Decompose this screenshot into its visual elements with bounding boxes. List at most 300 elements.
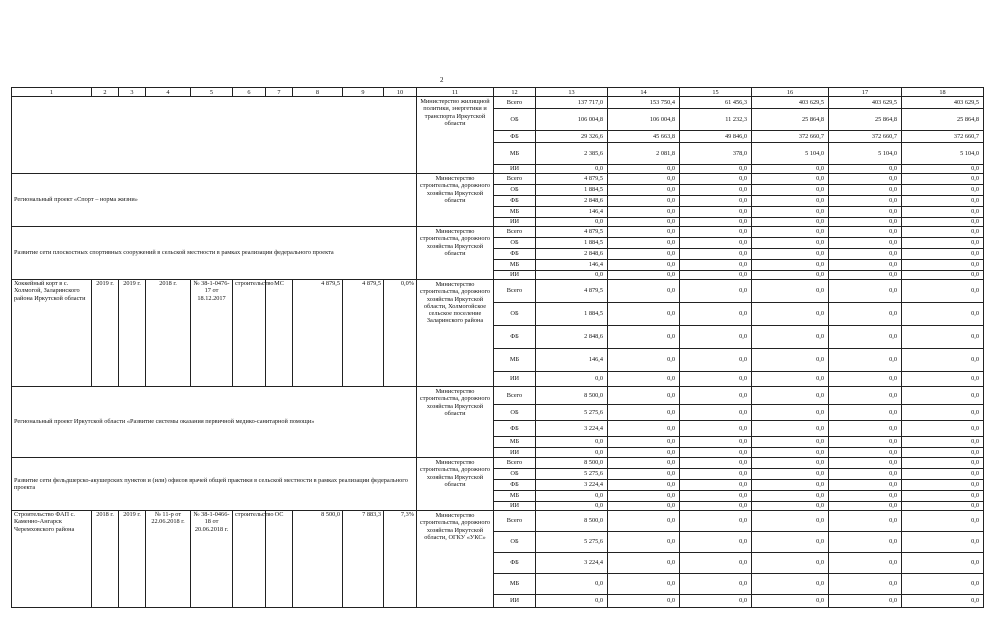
amount-cell: 106 004,8 [608,109,680,131]
amount-cell: 2 385,6 [536,143,608,165]
amount-cell: 0,0 [752,511,829,532]
amount-cell: 8 500,0 [536,511,608,532]
amount-cell: 0,0 [829,491,902,502]
amount-cell: 1 884,5 [536,185,608,196]
amount-cell: 0,0 [902,349,984,372]
amount-cell: 0,0 [608,196,680,207]
amount-cell: 0,0 [829,174,902,185]
amount-cell: 0,0 [902,405,984,421]
section-title [12,97,417,174]
amount-cell: 0,0 [752,458,829,469]
funding-source: МБ [494,491,536,502]
amount-cell: 0,0 [902,574,984,595]
amount-cell: 403 629,5 [902,97,984,109]
funding-source: ФБ [494,553,536,574]
amount-cell: 0,0 [752,491,829,502]
amount-cell: 0,0 [902,174,984,185]
amount-cell: 0,0 [680,260,752,271]
amount-cell: 0,0 [752,372,829,387]
start-year: 2018 г. [92,511,119,608]
funding-source: ФБ [494,480,536,491]
amount-cell: 146,4 [536,260,608,271]
amount-cell: 0,0 [608,280,680,303]
column-number-header: 6 [233,88,266,97]
amount-cell: 0,0 [752,480,829,491]
amount-cell: 4 879,5 [536,227,608,238]
amount-cell: 0,0 [752,595,829,608]
amount-cell: 0,0 [536,165,608,174]
amount-cell: 0,0 [608,218,680,227]
funding-source: ОБ [494,303,536,326]
funding-source: ИИ [494,595,536,608]
amount-cell: 0,0 [752,421,829,437]
amount-cell: 0,0 [680,238,752,249]
amount-cell: 0,0 [608,480,680,491]
amount-cell: 0,0 [752,207,829,218]
amount-cell: 0,0 [680,574,752,595]
section-title: Развитие сети плоскостных спортивных сооружений в сельской местности в рамках реализации федерального проекта [12,227,417,280]
amount-cell: 0,0 [608,511,680,532]
column-number-header: 16 [752,88,829,97]
amount-cell: 0,0 [608,174,680,185]
amount-cell: 0,0 [608,458,680,469]
amount-cell: 0,0 [680,249,752,260]
amount-cell: 0,0 [752,574,829,595]
amount-cell: 0,0 [680,349,752,372]
amount-cell: 0,0 [680,532,752,553]
amount-cell: 0,0 [829,511,902,532]
funding-source: МБ [494,574,536,595]
amount-cell: 0,0 [752,271,829,280]
column-number-header: 3 [119,88,146,97]
amount-cell: 0,0 [829,448,902,458]
funding-source: МБ [494,143,536,165]
funding-source: Всего [494,227,536,238]
amount-cell: 0,0 [902,260,984,271]
funding-source: Всего [494,97,536,109]
amount-cell: 0,0 [608,595,680,608]
readiness-percent: 7,3% [384,511,417,608]
amount-cell: 0,0 [680,480,752,491]
table-row [12,280,984,303]
funding-source: Всего [494,387,536,405]
amount-cell: 0,0 [680,553,752,574]
amount-cell: 0,0 [752,174,829,185]
amount-cell: 0,0 [902,595,984,608]
amount-cell: 0,0 [608,372,680,387]
amount-cell: 0,0 [608,553,680,574]
amount-cell: 0,0 [608,437,680,448]
column-number-header: 12 [494,88,536,97]
amount-cell: 0,0 [752,238,829,249]
column-number-header: 11 [417,88,494,97]
amount-cell: 0,0 [680,280,752,303]
amount-cell: 0,0 [608,405,680,421]
amount-cell: 0,0 [752,260,829,271]
amount-cell: 0,0 [608,238,680,249]
amount-cell: 0,0 [680,458,752,469]
amount-cell: 0,0 [829,469,902,480]
amount-cell: 0,0 [752,218,829,227]
column-number-header: 17 [829,88,902,97]
amount-cell: 0,0 [608,260,680,271]
amount-cell: 0,0 [829,421,902,437]
amount-cell: 137 717,0 [536,97,608,109]
funding-source: ФБ [494,196,536,207]
column-number-header: 1 [12,88,92,97]
responsible-ministry: Министерство строительства, дорожного хозяйства Иркутской области [417,174,494,227]
amount-cell: 0,0 [680,421,752,437]
amount-cell: 0,0 [536,574,608,595]
funding-source: ОБ [494,185,536,196]
amount-cell: 5 104,0 [902,143,984,165]
amount-cell: 0,0 [902,207,984,218]
amount-cell: 0,0 [752,303,829,326]
amount-cell: 0,0 [680,207,752,218]
funding-source: ИИ [494,218,536,227]
section-title: Развитие сети фельдшерско-акушерских пунктов и (или) офисов врачей общей практики в сельской местности в рамках реализации федерального проекта [12,458,417,511]
amount-cell: 5 104,0 [752,143,829,165]
responsible-ministry: Министерство жилищной политики, энергетики и транспорта Иркутской области [417,97,494,174]
amount-cell: 0,0 [608,165,680,174]
amount-cell: 0,0 [680,174,752,185]
funding-source: Всего [494,280,536,303]
amount-cell: 0,0 [752,553,829,574]
amount-cell: 0,0 [902,271,984,280]
amount-cell: 0,0 [752,532,829,553]
amount-cell: 0,0 [680,196,752,207]
amount-cell: 0,0 [829,227,902,238]
amount-cell: 0,0 [829,349,902,372]
amount-cell: 0,0 [536,437,608,448]
column-number-header: 2 [92,88,119,97]
column-number-header: 13 [536,88,608,97]
table-row [12,458,984,469]
amount-cell: 0,0 [536,372,608,387]
amount-cell: 0,0 [829,405,902,421]
column-number-header: 18 [902,88,984,97]
amount-cell: 11 232,3 [680,109,752,131]
amount-cell: 0,0 [829,196,902,207]
amount-cell: 0,0 [752,405,829,421]
amount-cell: 0,0 [536,595,608,608]
amount-cell: 0,0 [829,185,902,196]
responsible-ministry: Министерство строительства, дорожного хозяйства Иркутской области [417,227,494,280]
amount-cell: 0,0 [829,574,902,595]
amount-cell: 0,0 [680,502,752,511]
amount-cell: 0,0 [680,227,752,238]
readiness-percent: 0,0% [384,280,417,387]
table-row [12,97,984,109]
funding-source: ОБ [494,109,536,131]
amount-cell: 0,0 [829,532,902,553]
work-type: строительство [233,511,266,608]
expertise-doc: № 38-1-0466-18 от 20.06.2018 г. [191,511,233,608]
funding-source: ФБ [494,421,536,437]
amount-cell: 0,0 [902,437,984,448]
total-cost: 8 500,0 [293,511,343,608]
funding-source: Всего [494,458,536,469]
amount-cell: 153 750,4 [608,97,680,109]
amount-cell: 0,0 [536,491,608,502]
amount-cell: 372 660,7 [752,131,829,143]
amount-cell: 2 848,6 [536,196,608,207]
amount-cell: 8 500,0 [536,387,608,405]
amount-cell: 0,0 [680,271,752,280]
amount-cell: 8 500,0 [536,458,608,469]
amount-cell: 0,0 [829,303,902,326]
amount-cell: 2 848,6 [536,326,608,349]
amount-cell: 0,0 [608,249,680,260]
amount-cell: 0,0 [608,227,680,238]
amount-cell: 0,0 [902,238,984,249]
amount-cell: 0,0 [680,303,752,326]
column-number-header: 5 [191,88,233,97]
amount-cell: 0,0 [536,448,608,458]
amount-cell: 25 864,8 [902,109,984,131]
section-title: Региональный проект Иркутской области «Развитие системы оказания первичной медико-санитарной помощи» [12,387,417,458]
amount-cell: 0,0 [902,458,984,469]
amount-cell: 1 884,5 [536,238,608,249]
amount-cell: 0,0 [902,249,984,260]
amount-cell: 0,0 [902,372,984,387]
amount-cell: 3 224,4 [536,480,608,491]
funding-source: ФБ [494,326,536,349]
work-type: строительство [233,280,266,387]
amount-cell: 0,0 [829,326,902,349]
amount-cell: 61 456,3 [680,97,752,109]
decision-doc: 2018 г. [146,280,191,387]
amount-cell: 0,0 [752,227,829,238]
amount-cell: 0,0 [752,249,829,260]
amount-cell: 0,0 [608,448,680,458]
amount-cell: 5 275,6 [536,469,608,480]
amount-cell: 0,0 [680,326,752,349]
funding-source: МБ [494,207,536,218]
amount-cell: 0,0 [829,387,902,405]
amount-cell: 372 660,7 [829,131,902,143]
amount-cell: 0,0 [680,448,752,458]
expertise-doc: № 38-1-0476-17 от 18.12.2017 [191,280,233,387]
amount-cell: 0,0 [829,437,902,448]
column-number-header: 8 [293,88,343,97]
responsible-ministry: Министерство строительства, дорожного хозяйства Иркутской области, Холмогойское сельское поселение Заларинского района [417,280,494,387]
total-cost: 4 879,5 [293,280,343,387]
amount-cell: 403 629,5 [829,97,902,109]
amount-cell: 0,0 [608,303,680,326]
amount-cell: 0,0 [752,349,829,372]
responsible-ministry: Министерство строительства, дорожного хозяйства Иркутской области, ОГКУ «УКС» [417,511,494,608]
amount-cell: 45 663,8 [608,131,680,143]
amount-cell: 1 884,5 [536,303,608,326]
column-number-header: 7 [266,88,293,97]
page-number: 2 [440,76,444,84]
amount-cell: 0,0 [829,238,902,249]
responsible-ministry: Министерство строительства, дорожного хозяйства Иркутской области [417,458,494,511]
amount-cell: 0,0 [608,574,680,595]
amount-cell: 0,0 [902,185,984,196]
table-row [12,174,984,185]
amount-cell: 4 879,5 [536,174,608,185]
amount-cell: 0,0 [829,480,902,491]
amount-cell: 0,0 [536,218,608,227]
amount-cell: 0,0 [680,218,752,227]
table-body [12,88,984,608]
amount-cell: 0,0 [829,553,902,574]
amount-cell: 372 660,7 [902,131,984,143]
amount-cell: 5 104,0 [829,143,902,165]
amount-cell: 0,0 [608,271,680,280]
column-number-header: 9 [343,88,384,97]
amount-cell: 146,4 [536,349,608,372]
amount-cell: 0,0 [902,448,984,458]
responsible-ministry: Министерство строительства, дорожного хозяйства Иркутской области [417,387,494,458]
amount-cell: 0,0 [608,326,680,349]
funding-source: МБ [494,437,536,448]
amount-cell: 0,0 [536,502,608,511]
amount-cell: 0,0 [608,349,680,372]
amount-cell: 0,0 [902,502,984,511]
amount-cell: 0,0 [608,387,680,405]
object-type: ОС [266,511,293,608]
object-name: Строительство ФАП с. Каменно-Ангарск Черемховского района [12,511,92,608]
funding-source: ФБ [494,131,536,143]
decision-doc: № 11-р от 22.06.2018 г. [146,511,191,608]
amount-cell: 5 275,6 [536,405,608,421]
amount-cell: 2 848,6 [536,249,608,260]
amount-cell: 0,0 [902,480,984,491]
amount-cell: 0,0 [902,387,984,405]
amount-cell: 0,0 [608,207,680,218]
amount-cell: 0,0 [829,260,902,271]
funding-source: МБ [494,349,536,372]
funding-source: ИИ [494,448,536,458]
amount-cell: 0,0 [902,511,984,532]
start-year: 2019 г. [92,280,119,387]
section-title: Региональный проект «Спорт – норма жизни» [12,174,417,227]
amount-cell: 0,0 [752,185,829,196]
amount-cell: 0,0 [752,196,829,207]
amount-cell: 0,0 [829,372,902,387]
amount-cell: 0,0 [752,165,829,174]
amount-cell: 0,0 [752,387,829,405]
amount-cell: 25 864,8 [752,109,829,131]
amount-cell: 25 864,8 [829,109,902,131]
amount-cell: 403 629,5 [752,97,829,109]
amount-cell: 0,0 [608,502,680,511]
table-row [12,511,984,532]
funding-source: МБ [494,260,536,271]
amount-cell: 3 224,4 [536,421,608,437]
amount-cell: 0,0 [608,185,680,196]
amount-cell: 0,0 [902,553,984,574]
remaining-cost: 4 879,5 [343,280,384,387]
funding-source: ФБ [494,249,536,260]
amount-cell: 5 275,6 [536,532,608,553]
end-year: 2019 г. [119,280,146,387]
remaining-cost: 7 883,3 [343,511,384,608]
funding-source: ОБ [494,469,536,480]
amount-cell: 0,0 [829,595,902,608]
funding-source: Всего [494,174,536,185]
amount-cell: 0,0 [608,469,680,480]
funding-source: Всего [494,511,536,532]
amount-cell: 4 879,5 [536,280,608,303]
amount-cell: 3 224,4 [536,553,608,574]
amount-cell: 0,0 [902,326,984,349]
amount-cell: 0,0 [680,405,752,421]
column-number-header: 14 [608,88,680,97]
amount-cell: 0,0 [829,207,902,218]
table-row [12,227,984,238]
amount-cell: 0,0 [680,491,752,502]
amount-cell: 0,0 [680,372,752,387]
amount-cell: 0,0 [829,165,902,174]
amount-cell: 0,0 [829,458,902,469]
funding-source: ИИ [494,502,536,511]
amount-cell: 0,0 [752,469,829,480]
amount-cell: 146,4 [536,207,608,218]
amount-cell: 0,0 [680,469,752,480]
amount-cell: 29 326,6 [536,131,608,143]
amount-cell: 0,0 [680,185,752,196]
amount-cell: 0,0 [608,421,680,437]
header-row [12,88,984,97]
amount-cell: 0,0 [902,196,984,207]
amount-cell: 2 081,8 [608,143,680,165]
funding-source: ИИ [494,372,536,387]
column-number-header: 4 [146,88,191,97]
amount-cell: 0,0 [680,437,752,448]
amount-cell: 0,0 [829,502,902,511]
amount-cell: 0,0 [829,249,902,260]
object-type: МС [266,280,293,387]
amount-cell: 0,0 [829,218,902,227]
amount-cell: 0,0 [752,326,829,349]
budget-table [11,87,984,608]
amount-cell: 0,0 [902,280,984,303]
amount-cell: 378,0 [680,143,752,165]
amount-cell: 0,0 [902,303,984,326]
amount-cell: 0,0 [752,280,829,303]
amount-cell: 0,0 [902,421,984,437]
funding-source: ОБ [494,405,536,421]
amount-cell: 0,0 [902,491,984,502]
amount-cell: 0,0 [680,165,752,174]
funding-source: ОБ [494,238,536,249]
amount-cell: 0,0 [680,511,752,532]
object-name: Хоккейный корт в с. Холмогой, Заларинского района Иркутской области [12,280,92,387]
amount-cell: 0,0 [680,595,752,608]
table-row [12,387,984,405]
funding-source: ИИ [494,271,536,280]
amount-cell: 0,0 [536,271,608,280]
amount-cell: 0,0 [902,218,984,227]
amount-cell: 0,0 [752,448,829,458]
amount-cell: 0,0 [902,532,984,553]
amount-cell: 0,0 [902,165,984,174]
amount-cell: 0,0 [902,469,984,480]
amount-cell: 0,0 [680,387,752,405]
amount-cell: 0,0 [829,280,902,303]
column-number-header: 15 [680,88,752,97]
amount-cell: 0,0 [752,437,829,448]
amount-cell: 0,0 [829,271,902,280]
amount-cell: 0,0 [608,491,680,502]
funding-source: ИИ [494,165,536,174]
amount-cell: 0,0 [752,502,829,511]
end-year: 2019 г. [119,511,146,608]
